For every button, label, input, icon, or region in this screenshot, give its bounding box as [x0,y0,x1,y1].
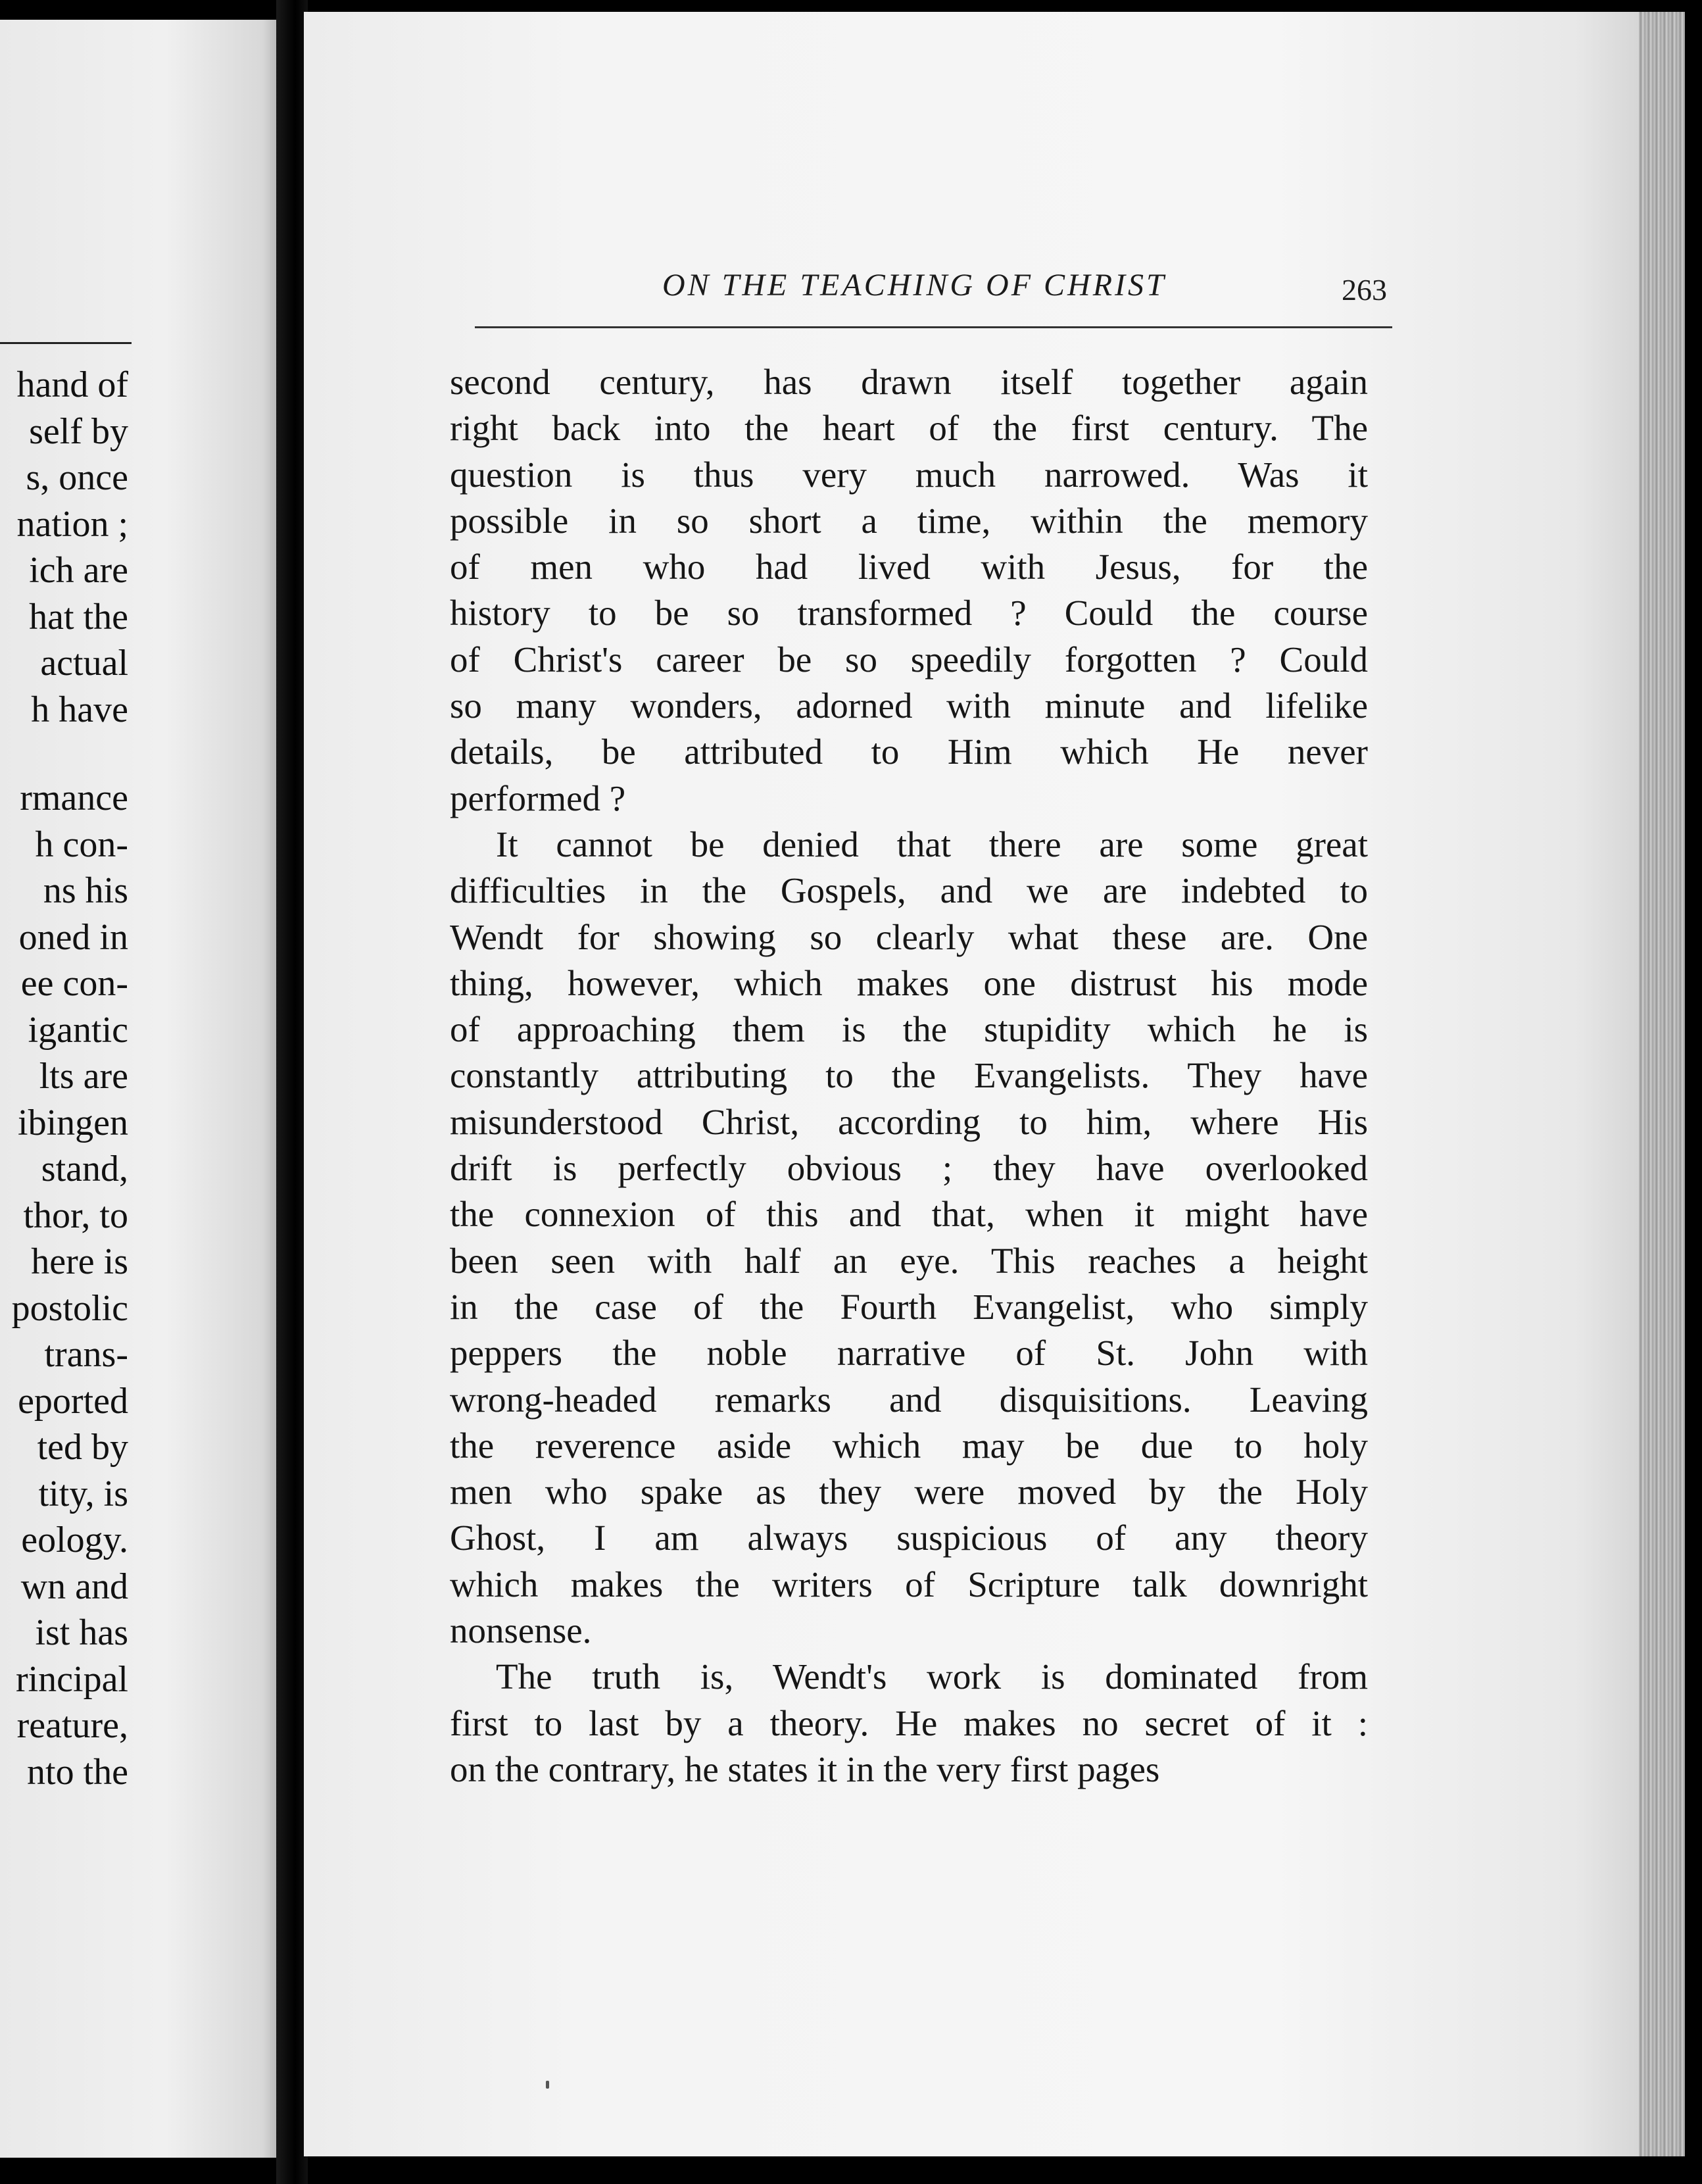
text-line: wrong-headed remarks and disquisitions. Leaving [450,1379,1368,1420]
left-text-line: s, once [26,457,128,498]
text-line: thing, however, which makes one distrust his mode [450,962,1368,1003]
text-line: constantly attributing to the Evangelists. They have [450,1055,1368,1096]
text-line: details, be attributed to Him which He never [450,732,1368,772]
left-page-text [0,362,128,1795]
text-line: second century, has drawn itself together again [450,362,1368,402]
left-text-line: h have [31,689,128,730]
left-text-line: thor, to [23,1195,128,1236]
left-text-line: hand of [16,364,128,405]
left-text-line: self by [29,410,128,452]
text-line: been seen with half an eye. This reaches a height [450,1240,1368,1281]
text-line: performed ? [450,778,626,818]
left-paragraph-gap [0,733,128,775]
text-line: the reverence aside which may be due to holy [450,1425,1368,1466]
left-text-line: ist has [35,1612,128,1653]
text-line: difficulties in the Gospels, and we are indebted to [450,870,1368,911]
page-number: 263 [1342,273,1387,307]
text-line: men who spake as they were moved by the Holy [450,1472,1368,1512]
left-page-rule [0,342,132,344]
paragraph [450,1654,1368,1793]
left-text-line: trans- [44,1334,128,1375]
text-line: Wendt for showing so clearly what these are. One [450,916,1368,957]
text-line: drift is perfectly obvious ; they have overlooked [450,1148,1368,1189]
text-line: history to be so transformed ? Could the course [450,593,1368,633]
left-text-line: stand, [41,1149,128,1189]
left-text-line: tity, is [38,1473,128,1514]
text-line: misunderstood Christ, according to him, where His [450,1101,1368,1142]
left-text-line: igantic [28,1009,128,1051]
text-line: question is thus very much narrowed. Was it [450,454,1368,495]
left-page [0,20,276,2158]
left-text-line: nation ; [16,503,128,545]
left-text-line: lts are [39,1056,128,1097]
left-text-line: h con- [35,824,128,865]
text-line: on the contrary, he states it in the very first pages [450,1749,1160,1789]
left-text-line: rincipal [15,1658,128,1700]
right-page [304,12,1685,2156]
left-text-line: eology. [21,1520,128,1560]
text-line: It cannot be denied that there are some great [496,824,1368,864]
text-line: of Christ's career be so speedily forgotten ? Could [450,639,1368,680]
left-text-line: oned in [18,916,128,958]
left-text-line: eported [18,1380,128,1422]
paragraph [450,822,1368,1654]
text-line: Ghost, I am always suspicious of any theory [450,1518,1368,1558]
paragraph [450,359,1368,822]
book-gutter [276,0,308,2184]
left-text-line: wn and [20,1566,128,1607]
text-line: in the case of the Fourth Evangelist, who simply [450,1286,1368,1327]
left-text-line: reature, [16,1705,128,1746]
text-line: right back into the heart of the first century. The [450,408,1368,449]
text-line: so many wonders, adorned with minute and lifelike [450,685,1368,726]
body-text [450,359,1368,1793]
left-text-line: here is [31,1241,128,1282]
text-line: nonsense. [450,1610,592,1651]
left-text-line: ee con- [20,963,128,1004]
text-line: which makes the writers of Scripture talk downright [450,1564,1368,1604]
left-text-line: ich are [29,550,128,591]
left-text-line: ted by [37,1427,128,1468]
text-line: of men who had lived with Jesus, for the [450,547,1368,587]
text-line: possible in so short a time, within the memory [450,500,1368,541]
left-text-line: rmance [20,778,128,818]
page-edges [1639,12,1685,2156]
header-rule [475,326,1392,328]
running-head [304,267,1685,313]
left-text-line: hat the [29,596,128,637]
text-line: peppers the noble narrative of St. John with [450,1333,1368,1374]
left-text-line: ns his [43,870,128,911]
text-line: the connexion of this and that, when it might have [450,1194,1368,1235]
ink-speck [546,2081,549,2089]
left-text-line: actual [40,643,128,683]
left-text-line: ibingen [18,1102,128,1143]
running-title: ON THE TEACHING OF CHRIST [662,268,1167,303]
text-line: The truth is, Wendt's work is dominated from [496,1656,1368,1697]
text-line: of approaching them is the stupidity which he is [450,1009,1368,1050]
left-text-line: nto the [27,1751,128,1793]
left-text-line: postolic [11,1287,128,1329]
text-line: first to last by a theory. He makes no secret of it : [450,1702,1368,1743]
